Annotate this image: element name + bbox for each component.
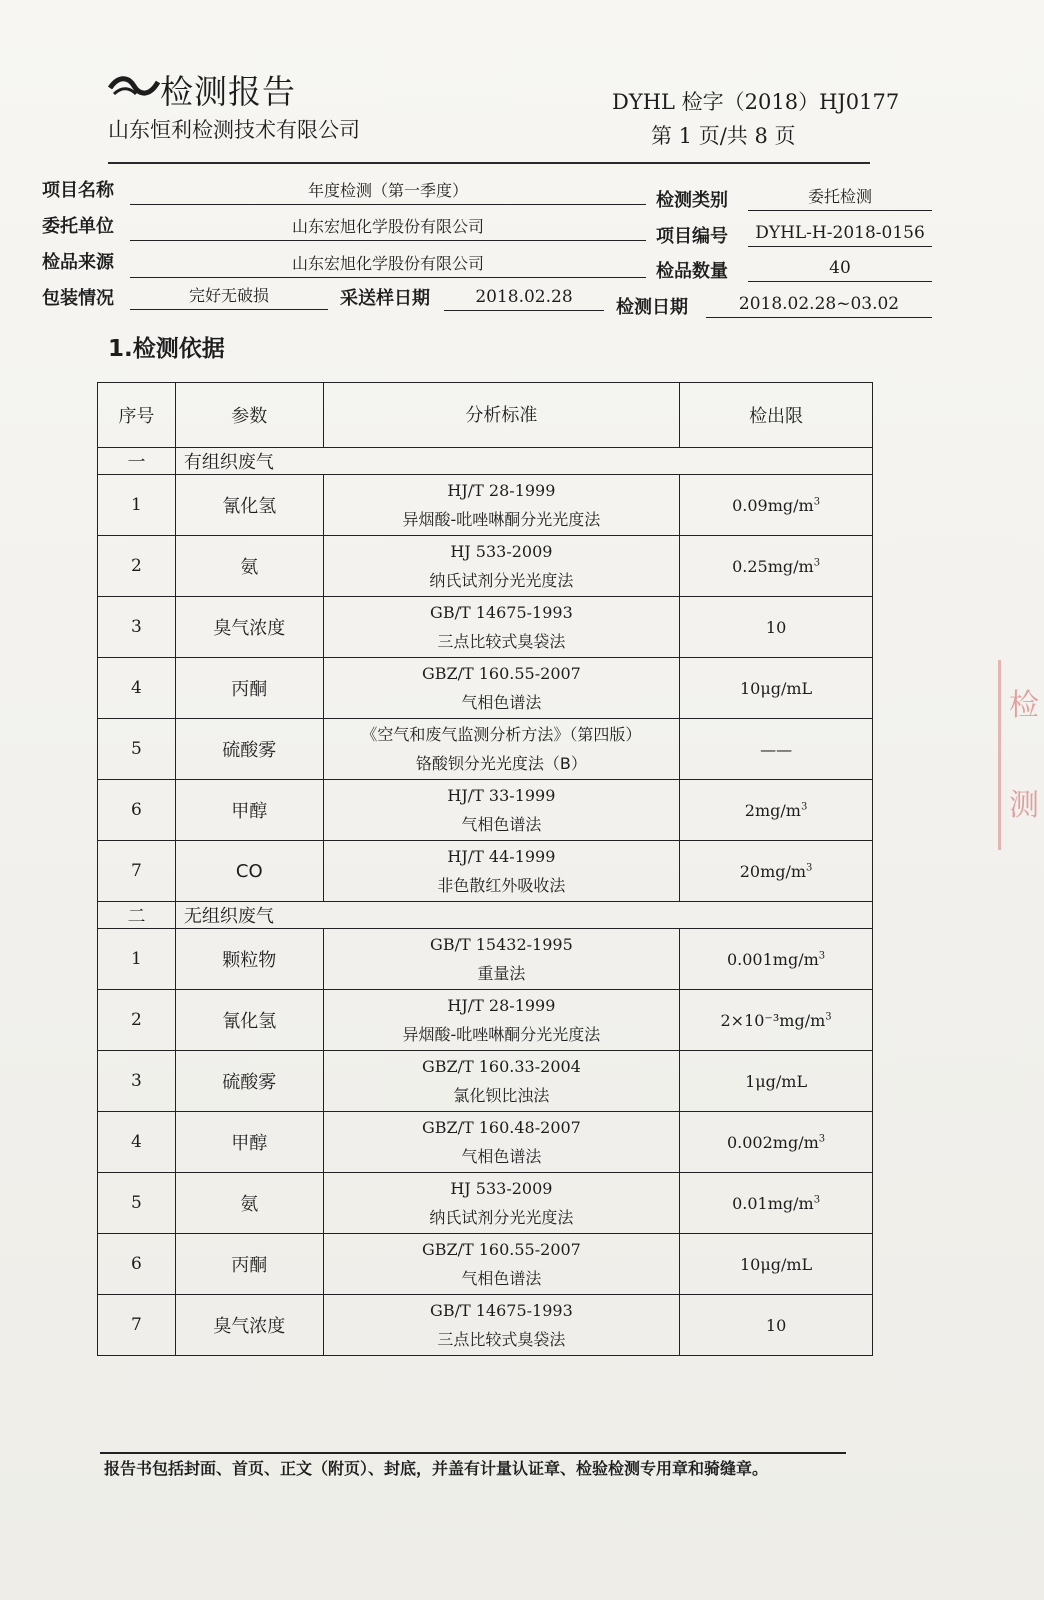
row-limit: [680, 658, 873, 719]
row-param: 氰化氢: [175, 990, 323, 1051]
limit-superscript: 3: [800, 801, 808, 813]
standard-code: GBZ/T 160.48-2007: [421, 1118, 581, 1137]
row-no: 4: [98, 658, 176, 719]
row-param: 甲醇: [175, 1112, 323, 1173]
row-param: 氰化氢: [175, 475, 323, 536]
table-row: [98, 658, 873, 719]
row-standard: [323, 597, 679, 658]
table-row: [98, 1234, 873, 1295]
row-param: 氨: [175, 536, 323, 597]
header-standard: 分析标准: [323, 383, 679, 448]
row-no: 6: [98, 1234, 176, 1295]
row-limit: [680, 1234, 873, 1295]
standard-method: 氯化钡比浊法: [453, 1086, 550, 1105]
limit-superscript: 3: [818, 950, 826, 962]
limit-value: 0.25mg/m: [732, 556, 814, 576]
client-label: 委托单位: [42, 216, 114, 237]
standard-method: 铬酸钡分光光度法（B）: [415, 754, 587, 773]
wave-logo-icon: [108, 68, 160, 104]
test-date-label: 检测日期: [616, 297, 688, 318]
standard-method: 三点比较式臭袋法: [437, 1330, 566, 1349]
row-limit: [680, 1173, 873, 1234]
package-value: 完好无破损: [130, 285, 328, 310]
standard-method: 重量法: [477, 964, 526, 983]
table-row: [98, 1051, 873, 1112]
header-divider: [108, 162, 870, 164]
limit-superscript: 3: [813, 1194, 821, 1206]
limit-superscript: 3: [813, 557, 821, 569]
standard-method: 气相色谱法: [461, 693, 542, 712]
row-standard: [323, 719, 679, 780]
row-standard: [323, 1295, 679, 1356]
stamp-char: 测: [1009, 788, 1039, 823]
table-row: [98, 780, 873, 841]
row-limit: [680, 841, 873, 902]
row-standard: [323, 990, 679, 1051]
limit-value: 10μg/mL: [739, 678, 813, 698]
limit-value: ——: [760, 739, 793, 759]
test-type-label: 检测类别: [656, 190, 728, 211]
test-type-value: 委托检测: [748, 186, 932, 211]
standard-code: HJ/T 33-1999: [447, 786, 556, 805]
client-value: 山东宏旭化学股份有限公司: [130, 216, 646, 241]
table-row: [98, 597, 873, 658]
limit-value: 2×10⁻³mg/m: [720, 1010, 826, 1030]
limit-value: 1μg/mL: [745, 1071, 808, 1091]
limit-superscript: 3: [818, 1133, 826, 1145]
limit-value: 10: [765, 617, 787, 637]
standard-code: 《空气和废气监测分析方法》（第四版）: [361, 725, 642, 744]
row-no: 7: [98, 841, 176, 902]
row-standard: [323, 841, 679, 902]
row-no: 7: [98, 1295, 176, 1356]
group-row: [98, 448, 873, 475]
standard-code: HJ/T 44-1999: [447, 847, 556, 866]
limit-superscript: 3: [825, 1011, 832, 1023]
standard-code: GB/T 14675-1993: [430, 1301, 573, 1320]
row-limit: [680, 719, 873, 780]
limit-superscript: 3: [806, 862, 813, 874]
row-param: 硫酸雾: [175, 1051, 323, 1112]
row-no: 6: [98, 780, 176, 841]
package-label: 包装情况: [42, 288, 114, 309]
row-standard: [323, 1173, 679, 1234]
row-standard: [323, 929, 679, 990]
project-name-label: 项目名称: [42, 180, 114, 201]
row-no: 5: [98, 1173, 176, 1234]
project-code-value: DYHL-H-2018-0156: [748, 222, 932, 247]
row-no: 5: [98, 719, 176, 780]
standard-method: 气相色谱法: [461, 1269, 542, 1288]
limit-value: 20mg/m: [739, 861, 807, 881]
standard-method: 气相色谱法: [461, 1147, 542, 1166]
standard-code: HJ/T 28-1999: [447, 996, 556, 1015]
row-standard: [323, 1234, 679, 1295]
table-row: [98, 929, 873, 990]
row-no: 3: [98, 1051, 176, 1112]
table-row: [98, 719, 873, 780]
row-standard: [323, 1051, 679, 1112]
group-no: 二: [98, 902, 176, 929]
limit-value: 10: [765, 1315, 787, 1335]
footer-note: 报告书包括封面、首页、正文（附页）、封底，并盖有计量认证章、检验检测专用章和骑缝章。: [104, 1459, 769, 1478]
standard-method: 三点比较式臭袋法: [437, 632, 566, 651]
footer-divider: [100, 1452, 846, 1454]
row-standard: [323, 658, 679, 719]
row-no: 1: [98, 929, 176, 990]
row-param: CO: [175, 841, 323, 902]
sample-qty-label: 检品数量: [656, 261, 728, 282]
group-row: [98, 902, 873, 929]
table-row: [98, 841, 873, 902]
row-standard: [323, 475, 679, 536]
standard-code: GB/T 15432-1995: [430, 935, 573, 954]
table-row: [98, 475, 873, 536]
sampling-date-label: 采送样日期: [340, 288, 430, 309]
table-row: [98, 1112, 873, 1173]
row-standard: [323, 1112, 679, 1173]
header-param: 参数: [175, 383, 323, 448]
row-standard: [323, 780, 679, 841]
seal-stamp: [998, 660, 1044, 850]
header-no: 序号: [98, 383, 176, 448]
header-limit: 检出限: [680, 383, 873, 448]
standard-method: 异烟酸-吡唑啉酮分光光度法: [402, 1025, 601, 1044]
table-row: [98, 990, 873, 1051]
standard-method: 纳氏试剂分光光度法: [429, 571, 574, 590]
report-title: 检测报告: [160, 72, 296, 111]
table-row: [98, 536, 873, 597]
sample-qty-value: 40: [748, 257, 932, 282]
report-number: DYHL 检字（2018）HJ0177: [612, 90, 900, 114]
group-no: 一: [98, 448, 176, 475]
stamp-char: 检: [1009, 688, 1039, 723]
row-no: 1: [98, 475, 176, 536]
row-no: 2: [98, 536, 176, 597]
limit-value: 2mg/m: [744, 800, 801, 820]
standard-method: 异烟酸-吡唑啉酮分光光度法: [402, 510, 601, 529]
sample-source-value: 山东宏旭化学股份有限公司: [130, 253, 646, 278]
row-limit: [680, 1295, 873, 1356]
standard-method: 气相色谱法: [461, 815, 542, 834]
standards-table: [97, 382, 873, 1356]
limit-superscript: 3: [813, 496, 821, 508]
standard-code: GBZ/T 160.55-2007: [421, 1240, 581, 1259]
row-param: 丙酮: [175, 1234, 323, 1295]
row-limit: [680, 536, 873, 597]
table-header-row: [98, 383, 873, 448]
row-param: 颗粒物: [175, 929, 323, 990]
row-limit: [680, 475, 873, 536]
company-logo: [108, 66, 160, 106]
row-param: 臭气浓度: [175, 597, 323, 658]
row-limit: [680, 929, 873, 990]
row-standard: [323, 536, 679, 597]
limit-value: 0.01mg/m: [732, 1193, 814, 1213]
row-param: 臭气浓度: [175, 1295, 323, 1356]
row-limit: [680, 780, 873, 841]
limit-value: 0.001mg/m: [726, 949, 819, 969]
row-param: 氨: [175, 1173, 323, 1234]
limit-value: 0.09mg/m: [732, 495, 814, 515]
project-code-label: 项目编号: [656, 226, 728, 247]
row-no: 2: [98, 990, 176, 1051]
row-limit: [680, 990, 873, 1051]
standard-method: 纳氏试剂分光光度法: [429, 1208, 574, 1227]
row-no: 3: [98, 597, 176, 658]
sampling-date-value: 2018.02.28: [444, 286, 604, 311]
page-info: 第 1 页/共 8 页: [651, 124, 796, 148]
row-param: 丙酮: [175, 658, 323, 719]
limit-value: 10μg/mL: [739, 1254, 813, 1274]
row-no: 4: [98, 1112, 176, 1173]
company-name: 山东恒利检测技术有限公司: [108, 118, 360, 142]
table-row: [98, 1173, 873, 1234]
project-name-value: 年度检测（第一季度）: [130, 180, 646, 205]
test-date-value: 2018.02.28~03.02: [706, 293, 932, 318]
standard-code: GBZ/T 160.55-2007: [421, 664, 581, 683]
standard-code: HJ 533-2009: [450, 1179, 553, 1198]
row-limit: [680, 1112, 873, 1173]
standard-method: 非色散红外吸收法: [437, 876, 566, 895]
row-limit: [680, 1051, 873, 1112]
standard-code: GB/T 14675-1993: [430, 603, 573, 622]
row-param: 甲醇: [175, 780, 323, 841]
table-row: [98, 1295, 873, 1356]
standard-code: HJ 533-2009: [450, 542, 553, 561]
standard-code: GBZ/T 160.33-2004: [421, 1057, 581, 1076]
section-title: 1.检测依据: [108, 336, 225, 362]
row-limit: [680, 597, 873, 658]
standard-code: HJ/T 28-1999: [447, 481, 556, 500]
limit-value: 0.002mg/m: [726, 1132, 819, 1152]
group-title: 无组织废气: [175, 902, 872, 929]
group-title: 有组织废气: [175, 448, 872, 475]
row-param: 硫酸雾: [175, 719, 323, 780]
sample-source-label: 检品来源: [42, 252, 114, 273]
